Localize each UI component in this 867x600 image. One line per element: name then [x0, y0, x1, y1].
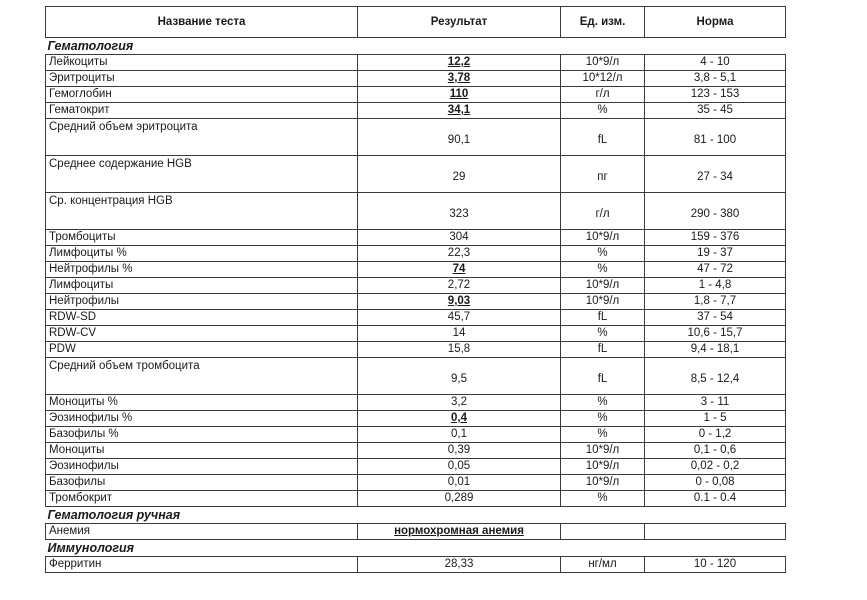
test-norm: 0 - 1,2	[645, 427, 786, 443]
table-row	[46, 262, 786, 278]
header-test-name: Название теста	[46, 7, 358, 38]
test-unit: нг/мл	[561, 557, 645, 573]
section-title: Гематология	[46, 38, 786, 55]
test-unit	[561, 524, 645, 540]
header-unit: Ед. изм.	[561, 7, 645, 38]
test-result: 90,1	[358, 119, 561, 156]
test-norm: 123 - 153	[645, 87, 786, 103]
test-name: RDW-CV	[46, 326, 358, 342]
test-result: 14	[358, 326, 561, 342]
table-row	[46, 326, 786, 342]
test-norm: 37 - 54	[645, 310, 786, 326]
test-norm: 0 - 0,08	[645, 475, 786, 491]
test-norm: 81 - 100	[645, 119, 786, 156]
table-row	[46, 475, 786, 491]
test-result: 28,33	[358, 557, 561, 573]
table-row	[46, 557, 786, 573]
test-unit: %	[561, 246, 645, 262]
table-row	[46, 443, 786, 459]
test-name: Эозинофилы	[46, 459, 358, 475]
test-name: Анемия	[46, 524, 358, 540]
test-unit: 10*12/л	[561, 71, 645, 87]
test-name: Тромбоциты	[46, 230, 358, 246]
test-unit: пг	[561, 156, 645, 193]
section-title: Гематология ручная	[46, 507, 786, 524]
test-name: Лейкоциты	[46, 55, 358, 71]
test-unit: fL	[561, 119, 645, 156]
test-norm: 8,5 - 12,4	[645, 358, 786, 395]
test-name: Средний объем тромбоцита	[46, 358, 358, 395]
test-unit: 10*9/л	[561, 475, 645, 491]
test-name: Моноциты	[46, 443, 358, 459]
test-norm: 0,1 - 0,6	[645, 443, 786, 459]
test-unit: fL	[561, 342, 645, 358]
test-name: Базофилы %	[46, 427, 358, 443]
test-norm: 4 - 10	[645, 55, 786, 71]
test-name: Ферритин	[46, 557, 358, 573]
table-row	[46, 278, 786, 294]
test-unit: 10*9/л	[561, 230, 645, 246]
table-row	[46, 310, 786, 326]
table-row	[46, 294, 786, 310]
table-row	[46, 395, 786, 411]
section-immunology	[46, 540, 786, 557]
test-unit: г/л	[561, 193, 645, 230]
table-row	[46, 411, 786, 427]
table-row	[46, 491, 786, 507]
test-name: Нейтрофилы %	[46, 262, 358, 278]
test-name: Средний объем эритроцита	[46, 119, 358, 156]
test-norm: 3,8 - 5,1	[645, 71, 786, 87]
test-name: Нейтрофилы	[46, 294, 358, 310]
test-norm: 1 - 4,8	[645, 278, 786, 294]
test-unit: 10*9/л	[561, 459, 645, 475]
test-unit: %	[561, 395, 645, 411]
table-row	[46, 427, 786, 443]
test-result: 0,39	[358, 443, 561, 459]
test-name: Гемоглобин	[46, 87, 358, 103]
test-norm: 19 - 37	[645, 246, 786, 262]
test-result: 2,72	[358, 278, 561, 294]
test-norm: 1,8 - 7,7	[645, 294, 786, 310]
test-unit: 10*9/л	[561, 294, 645, 310]
test-result: 45,7	[358, 310, 561, 326]
test-unit: fL	[561, 310, 645, 326]
lab-results-table	[45, 6, 786, 573]
test-result-flagged: 0,4	[451, 412, 467, 424]
test-norm: 0,02 - 0,2	[645, 459, 786, 475]
table-row	[46, 524, 786, 540]
test-name: RDW-SD	[46, 310, 358, 326]
test-name: Моноциты %	[46, 395, 358, 411]
test-name: Эозинофилы %	[46, 411, 358, 427]
test-name: Базофилы	[46, 475, 358, 491]
test-result: 9,5	[358, 358, 561, 395]
table-row	[46, 358, 786, 395]
test-norm: 10,6 - 15,7	[645, 326, 786, 342]
test-norm: 9,4 - 18,1	[645, 342, 786, 358]
section-title: Иммунология	[46, 540, 786, 557]
test-unit: %	[561, 491, 645, 507]
header-result: Результат	[358, 7, 561, 38]
table-row	[46, 55, 786, 71]
test-norm: 1 - 5	[645, 411, 786, 427]
test-result: 15,8	[358, 342, 561, 358]
section-hematology	[46, 38, 786, 55]
test-result: 323	[358, 193, 561, 230]
test-result-flagged: 12,2	[447, 56, 471, 68]
table-row	[46, 246, 786, 262]
table-row	[46, 230, 786, 246]
test-norm: 0.1 - 0.4	[645, 491, 786, 507]
test-unit: fL	[561, 358, 645, 395]
test-name: Гематокрит	[46, 103, 358, 119]
test-name: PDW	[46, 342, 358, 358]
test-unit: 10*9/л	[561, 278, 645, 294]
test-unit: г/л	[561, 87, 645, 103]
test-unit: %	[561, 427, 645, 443]
test-name: Лимфоциты	[46, 278, 358, 294]
test-name: Тромбокрит	[46, 491, 358, 507]
test-norm: 3 - 11	[645, 395, 786, 411]
section-hematology-manual	[46, 507, 786, 524]
test-result-diagnosis: нормохромная анемия	[394, 525, 524, 537]
test-name: Ср. концентрация HGB	[46, 193, 358, 230]
table-row	[46, 87, 786, 103]
test-result: 0,1	[358, 427, 561, 443]
table-row	[46, 103, 786, 119]
test-result: 3,2	[358, 395, 561, 411]
test-name: Эритроциты	[46, 71, 358, 87]
test-norm: 10 - 120	[645, 557, 786, 573]
test-result-flagged: 110	[449, 88, 469, 100]
test-result: 304	[358, 230, 561, 246]
test-norm	[645, 524, 786, 540]
test-unit: %	[561, 411, 645, 427]
test-norm: 47 - 72	[645, 262, 786, 278]
table-row	[46, 119, 786, 156]
table-row	[46, 193, 786, 230]
test-result: 22,3	[358, 246, 561, 262]
test-result-flagged: 74	[452, 263, 466, 275]
test-result-flagged: 9,03	[447, 295, 471, 307]
test-result: 0,289	[358, 491, 561, 507]
table-row	[46, 342, 786, 358]
test-unit: 10*9/л	[561, 55, 645, 71]
table-row	[46, 459, 786, 475]
test-unit: 10*9/л	[561, 443, 645, 459]
table-header-row	[46, 7, 786, 38]
test-norm: 290 - 380	[645, 193, 786, 230]
test-unit: %	[561, 103, 645, 119]
test-result-flagged: 3,78	[447, 72, 471, 84]
test-name: Лимфоциты %	[46, 246, 358, 262]
test-norm: 27 - 34	[645, 156, 786, 193]
test-result: 0,01	[358, 475, 561, 491]
test-norm: 35 - 45	[645, 103, 786, 119]
test-unit: %	[561, 262, 645, 278]
test-unit: %	[561, 326, 645, 342]
header-norm: Норма	[645, 7, 786, 38]
test-norm: 159 - 376	[645, 230, 786, 246]
test-name: Среднее содержание HGB	[46, 156, 358, 193]
test-result: 0,05	[358, 459, 561, 475]
table-row	[46, 156, 786, 193]
test-result: 29	[358, 156, 561, 193]
table-row	[46, 71, 786, 87]
test-result-flagged: 34,1	[447, 104, 471, 116]
